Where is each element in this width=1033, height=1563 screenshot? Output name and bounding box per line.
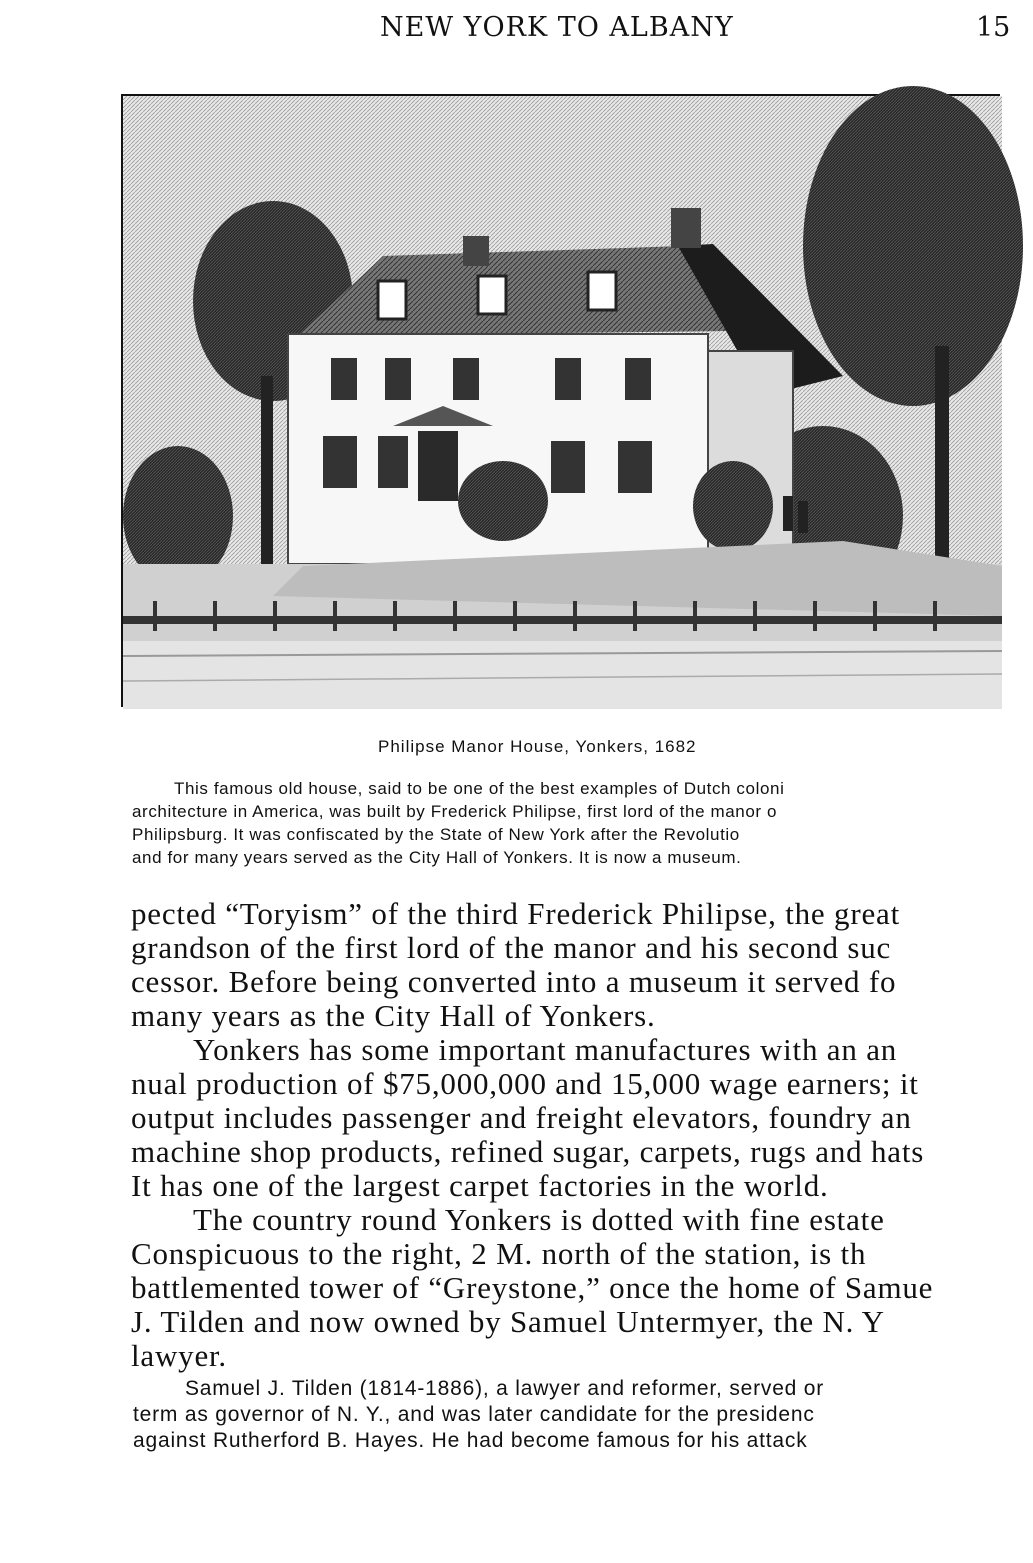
running-head: NEW YORK TO ALBANY [380,12,734,43]
note-line: term as governor of N. Y., and was later candidate for the presidenc [133,1403,815,1426]
body-line: grandson of the first lord of the manor and his second suc [131,930,892,965]
note-line: against Rutherford B. Hayes. He had become famous for his attack [133,1429,808,1452]
body-line: battlemented tower of “Greystone,” once the home of Samue [131,1270,934,1305]
body-line: It has one of the largest carpet factories in the world. [131,1168,829,1203]
footnote [133,1376,1033,1454]
caption-line: This famous old house, said to be one of the best examples of Dutch coloni [174,779,785,798]
engraving-drawing [123,96,1002,709]
caption-line: Philipsburg. It was confiscated by the State of New York after the Revolutio [132,825,740,844]
body-line: output includes passenger and freight elevators, foundry an [131,1100,912,1135]
body-line: machine shop products, refined sugar, carpets, rugs and hats [131,1134,925,1169]
body-line: many years as the City Hall of Yonkers. [131,998,656,1033]
body-line: lawyer. [131,1338,227,1373]
body-text [131,897,1031,1373]
caption-title: Philipse Manor House, Yonkers, 1682 [378,737,697,756]
caption-line: and for many years served as the City Hall of Yonkers. It is now a museum. [132,848,742,867]
body-line: pected “Toryism” of the third Frederick Philipse, the great [131,896,900,931]
caption-body [132,777,1012,869]
body-line: Conspicuous to the right, 2 M. north of the station, is th [131,1236,867,1271]
tree-right [803,86,1023,406]
body-line: nual production of $75,000,000 and 15,000 wage earners; it [131,1066,919,1101]
body-line: The country round Yonkers is dotted with fine estate [193,1202,885,1237]
page-number: 15 [976,12,1011,43]
body-line: J. Tilden and now owned by Samuel Untermyer, the N. Y [131,1304,885,1339]
body-line: cessor. Before being converted into a museum it served fo [131,964,897,999]
body-line: Yonkers has some important manufactures with an an [193,1032,898,1067]
note-line: Samuel J. Tilden (1814-1886), a lawyer and reformer, served or [185,1377,825,1400]
caption-line: architecture in America, was built by Frederick Philipse, first lord of the manor o [132,802,778,821]
manor-house-illustration [121,94,1000,707]
